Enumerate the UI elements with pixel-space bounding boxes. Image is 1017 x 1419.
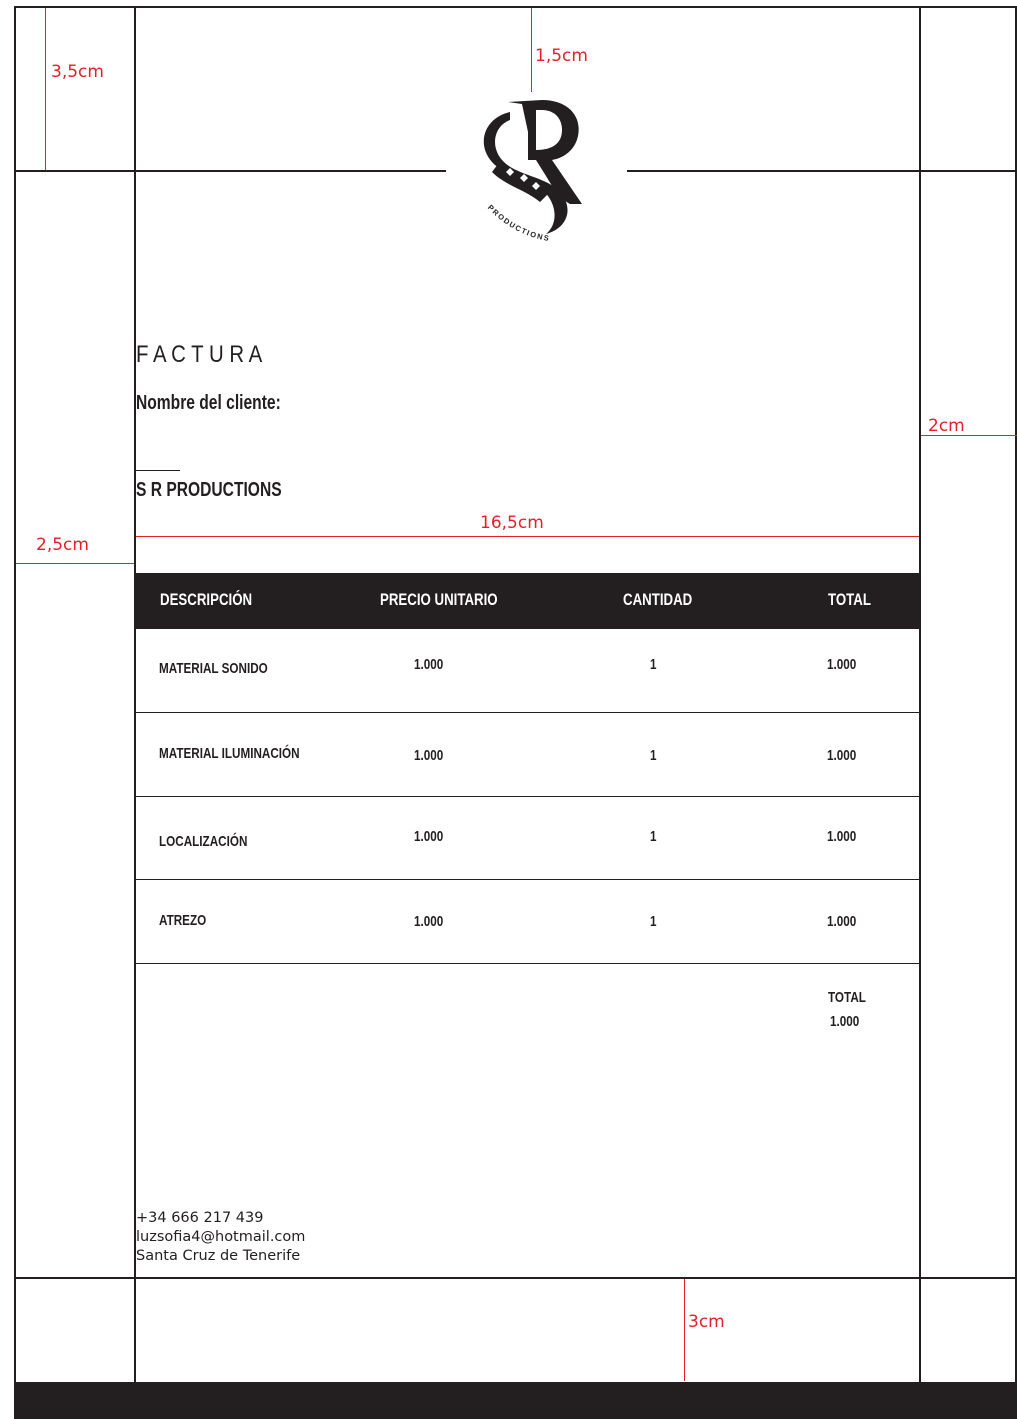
contact-phone: +34 666 217 439: [136, 1210, 264, 1226]
guide-line-left: [16, 563, 134, 564]
guide-content-width-label: 16,5cm: [480, 513, 544, 533]
row-4-price: 1.000: [414, 913, 444, 930]
guide-left-label: 2,5cm: [36, 535, 89, 555]
guide-top-left-label: 3,5cm: [51, 62, 104, 82]
row-3-description: LOCALIZACIÓN: [159, 833, 248, 850]
guide-bottom-label: 3cm: [688, 1312, 725, 1332]
row-2-total: 1.000: [827, 747, 857, 764]
sr-monogram-icon: [470, 92, 620, 252]
header-divider-left: [14, 170, 446, 172]
company-name: S R PRODUCTIONS: [136, 479, 282, 501]
row-3-quantity: 1: [650, 828, 657, 845]
svg-text:PRODUCTIONS: [486, 203, 551, 243]
row-divider-1: [135, 712, 921, 713]
invoice-title: F A C T U R A: [136, 341, 263, 368]
bottom-black-bar: [14, 1382, 1017, 1419]
contact-block: [136, 1209, 305, 1266]
left-column-line: [134, 6, 136, 1382]
row-divider-3: [135, 879, 921, 880]
signature-rule: [136, 470, 180, 471]
row-divider-4: [135, 963, 921, 964]
column-header-description: DESCRIPCIÓN: [160, 590, 253, 609]
right-column-line: [919, 6, 921, 1382]
guide-right-label: 2cm: [928, 416, 965, 436]
footer-divider: [14, 1277, 1017, 1279]
guide-line-top-center: [531, 8, 532, 92]
client-name-label: Nombre del cliente:: [136, 392, 281, 414]
row-3-price: 1.000: [414, 828, 444, 845]
frame-left-line: [14, 6, 16, 1419]
column-header-total: TOTAL: [828, 590, 871, 609]
grand-total-value: 1.000: [830, 1013, 860, 1030]
logo-caption: PRODUCTIONS: [485, 202, 551, 244]
row-2-description: MATERIAL ILUMINACIÓN: [159, 745, 300, 762]
contact-email: luzsofia4@hotmail.com: [136, 1229, 306, 1245]
guide-top-center-label: 1,5cm: [535, 46, 588, 66]
guide-line-content-width: [136, 536, 919, 537]
row-4-description: ATREZO: [159, 912, 207, 929]
frame-top-line: [14, 6, 1017, 8]
column-header-quantity: CANTIDAD: [623, 590, 693, 609]
row-4-total: 1.000: [827, 913, 857, 930]
guide-line-bottom: [684, 1279, 685, 1381]
row-1-total: 1.000: [827, 656, 857, 673]
grand-total-label: TOTAL: [828, 989, 866, 1006]
header-divider-right: [627, 170, 1017, 172]
contact-city: Santa Cruz de Tenerife: [136, 1248, 301, 1264]
guide-line-top-left: [45, 8, 46, 170]
column-header-unit-price: PRECIO UNITARIO: [380, 590, 498, 609]
row-4-quantity: 1: [650, 913, 657, 930]
row-divider-2: [135, 796, 921, 797]
row-2-quantity: 1: [650, 747, 657, 764]
row-1-description: MATERIAL SONIDO: [159, 660, 268, 677]
row-1-quantity: 1: [650, 656, 657, 673]
table-header-bar: [135, 573, 921, 629]
row-2-price: 1.000: [414, 747, 444, 764]
row-3-total: 1.000: [827, 828, 857, 845]
row-1-price: 1.000: [414, 656, 444, 673]
